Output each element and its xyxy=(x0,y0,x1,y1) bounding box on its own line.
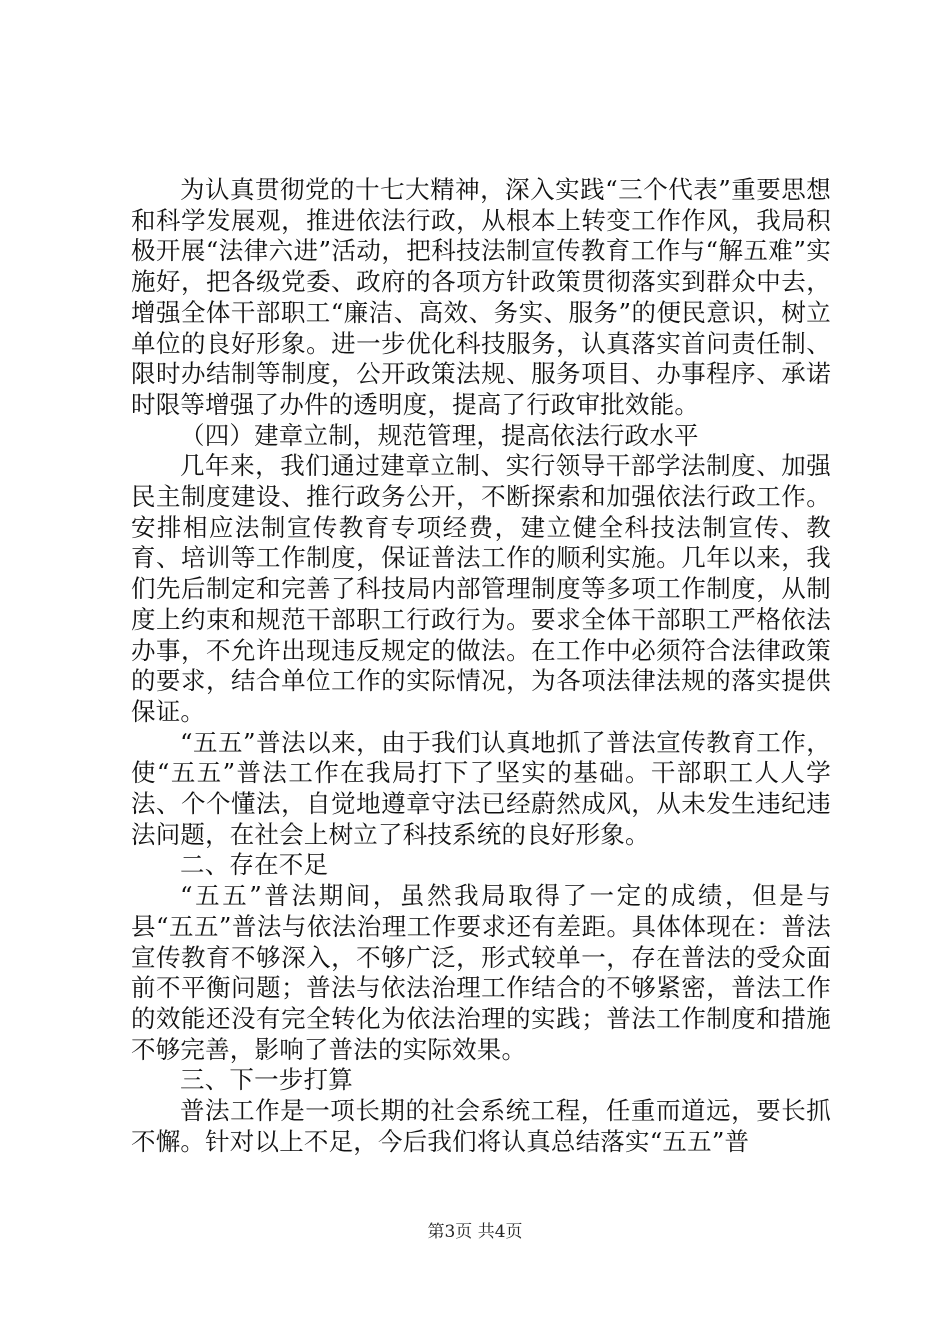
paragraph-5: 普法工作是一项长期的社会系统工程，任重而道远，要长抓不懈。针对以上不足，今后我们将认真总结落实“五五”普 xyxy=(131,1096,831,1156)
section-heading-4: （四）建章立制，规范管理，提高依法行政水平 xyxy=(180,420,699,450)
paragraph-2: 几年来，我们通过建章立制、实行领导干部学法制度、加强民主制度建设、推行政务公开，不断探索和加强依法行政工作。安排相应法制宣传教育专项经费，建立健全科技法制宣传、教育、培训等工作制度，保证普法工作的顺利实施。几年以来，我们先后制定和完善了科技局内部管理制度等多项工作制度，从制度上约束和规范干部职工行政行为。要求全体干部职工严格依法办事，不允许出现违反规定的做法。在工作中必须符合法律政策的要求，结合单位工作的实际情况，为各项法律法规的落实提供保证。 xyxy=(131,451,831,726)
paragraph-3: “五五”普法以来，由于我们认真地抓了普法宣传教育工作，使“五五”普法工作在我局打下了坚实的基础。干部职工人人学法、个个懂法，自觉地遵章守法已经蔚然成风，从未发生违纪违法问题，在社会上树立了科技系统的良好形象。 xyxy=(131,727,831,849)
paragraph-4: “五五”普法期间，虽然我局取得了一定的成绩，但是与县“五五”普法与依法治理工作要求还有差距。具体体现在：普法宣传教育不够深入，不够广泛，形式较单一，存在普法的受众面前不平衡问题；普法与依法治理工作结合的不够紧密，普法工作的效能还没有完全转化为依法治理的实践；普法工作制度和措施不够完善，影响了普法的实际效果。 xyxy=(131,881,831,1064)
page-footer: 第3页 共4页 xyxy=(427,1222,523,1242)
paragraph-1: 为认真贯彻党的十七大精神，深入实践“三个代表”重要思想和科学发展观，推进依法行政，从根本上转变工作作风，我局积极开展“法律六进”活动，把科技法制宣传教育工作与“解五难”实施好，把各级党委、政府的各项方针政策贯彻落实到群众中去，增强全体干部职工“廉洁、高效、务实、服务”的便民意识，树立单位的良好形象。进一步优化科技服务，认真落实首问责任制、限时办结制等制度，公开政策法规、服务项目、办事程序、承诺时限等增强了办件的透明度，提高了行政审批效能。 xyxy=(131,175,831,419)
section-heading-shortcomings: 二、存在不足 xyxy=(180,850,329,880)
document-body xyxy=(131,175,831,1158)
section-heading-next-steps: 三、下一步打算 xyxy=(180,1065,353,1095)
